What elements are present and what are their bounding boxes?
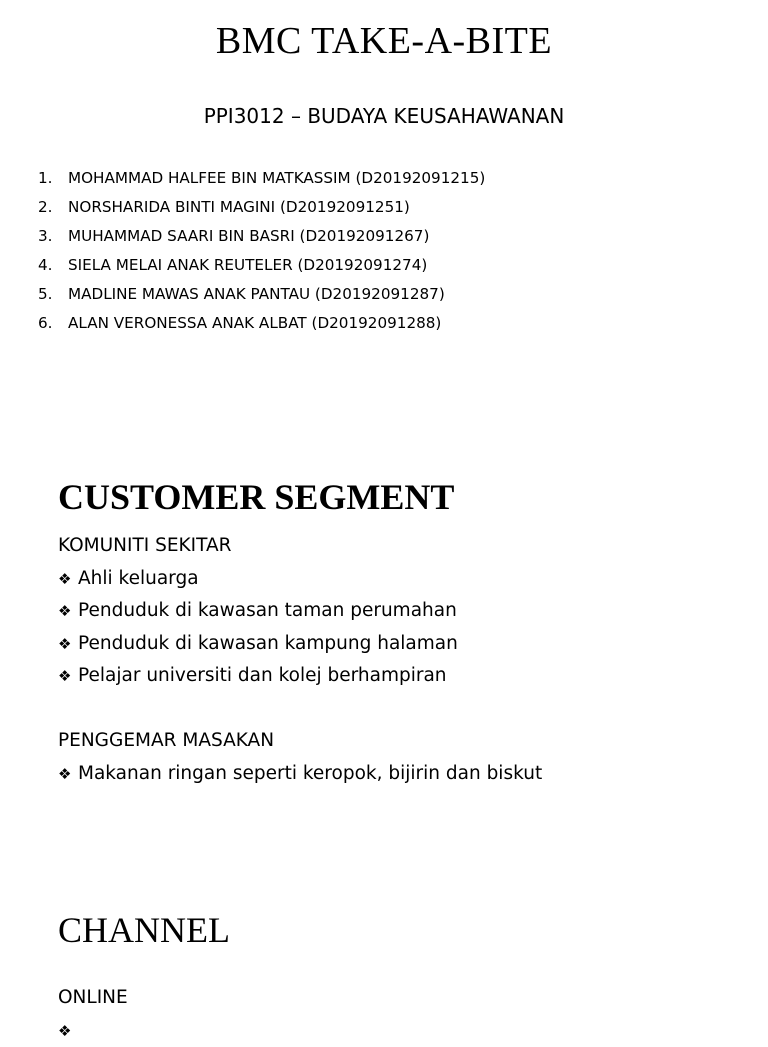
member-item: [38, 164, 485, 193]
list-item-text: Penduduk di kawasan kampung halaman: [78, 633, 458, 654]
member-list: [38, 164, 485, 338]
channel-label-online: ONLINE: [58, 982, 128, 1015]
list-item-text: Ahli keluarga: [78, 568, 199, 589]
diamond-bullet-icon: ❖: [58, 563, 78, 596]
member-number: 4.: [38, 251, 68, 280]
list-item-text: Penduduk di kawasan taman perumahan: [78, 600, 457, 621]
channel-body: [58, 982, 128, 1047]
member-name: NORSHARIDA BINTI MAGINI (D20192091251): [68, 198, 410, 216]
document-subtitle: PPI3012 – BUDAYA KEUSAHAWANAN: [0, 102, 768, 130]
customer-segment-heading: CUSTOMER SEGMENT: [58, 476, 454, 518]
member-name: MUHAMMAD SAARI BIN BASRI (D20192091267): [68, 227, 429, 245]
member-item: [38, 309, 485, 338]
diamond-bullet-icon: ❖: [58, 595, 78, 628]
group-label-penggemar: PENGGEMAR MASAKAN: [58, 725, 542, 758]
list-item: [58, 628, 542, 661]
diamond-bullet-icon: ❖: [58, 758, 78, 791]
member-number: 5.: [38, 280, 68, 309]
member-name: MADLINE MAWAS ANAK PANTAU (D20192091287): [68, 285, 445, 303]
diamond-bullet-icon: ❖: [58, 628, 78, 661]
member-name: ALAN VERONESSA ANAK ALBAT (D20192091288): [68, 314, 441, 332]
list-item: [58, 563, 542, 596]
member-item: [38, 251, 485, 280]
list-item: [58, 758, 542, 791]
member-item: [38, 193, 485, 222]
group-label-komuniti: KOMUNITI SEKITAR: [58, 530, 542, 563]
list-item: [58, 660, 542, 693]
diamond-bullet-icon: ❖: [58, 660, 78, 693]
document-title: BMC TAKE-A-BITE: [0, 18, 768, 64]
member-name: MOHAMMAD HALFEE BIN MATKASSIM (D20192091215): [68, 169, 485, 187]
list-item: [58, 595, 542, 628]
member-item: [38, 280, 485, 309]
list-item: [58, 1015, 128, 1047]
member-item: [38, 222, 485, 251]
member-name: SIELA MELAI ANAK REUTELER (D20192091274): [68, 256, 427, 274]
member-number: 2.: [38, 193, 68, 222]
list-item-text: Makanan ringan seperti keropok, bijirin dan biskut: [78, 763, 542, 784]
channel-heading: CHANNEL: [58, 909, 230, 951]
member-number: 3.: [38, 222, 68, 251]
customer-segment-body: [58, 530, 542, 790]
member-number: 6.: [38, 309, 68, 338]
diamond-bullet-icon: ❖: [58, 1015, 78, 1047]
list-item-text: Pelajar universiti dan kolej berhampiran: [78, 665, 447, 686]
member-number: 1.: [38, 164, 68, 193]
